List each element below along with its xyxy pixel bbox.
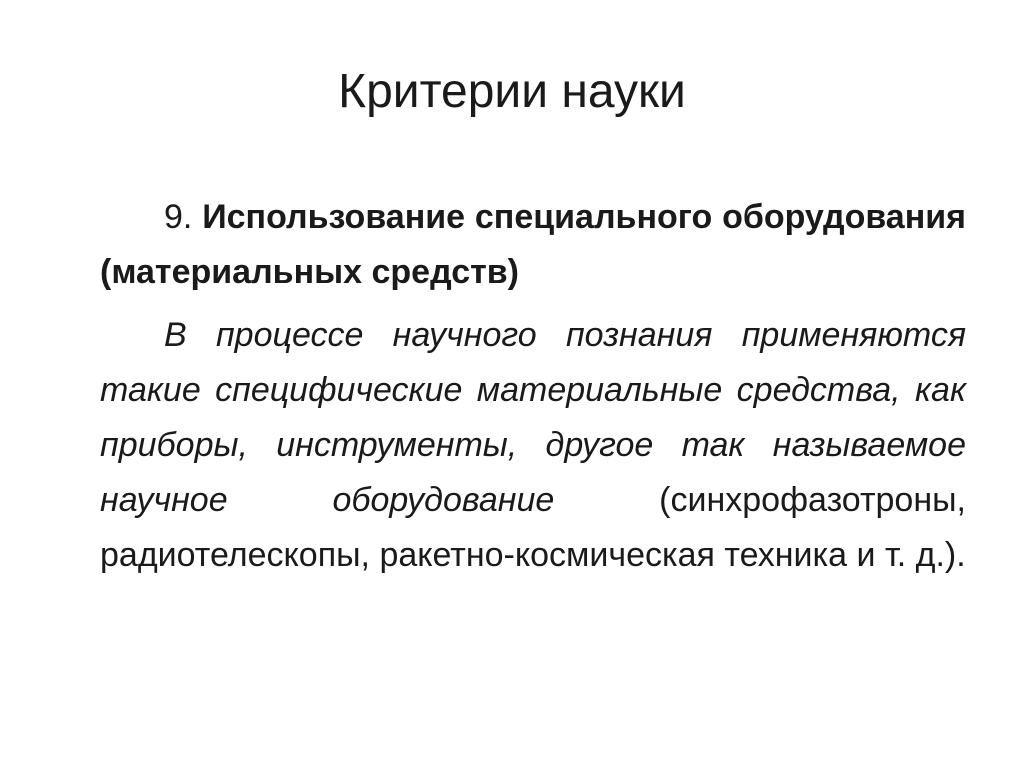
slide-title: Критерии науки xyxy=(338,65,686,118)
description-examples: (синхрофазотроны, радиотелескопы, ракетно-космическая техника и т. д.). xyxy=(100,481,966,574)
criterion-heading xyxy=(100,190,966,300)
criterion-title: Использование специального оборудования (материальных средств) xyxy=(100,198,966,291)
slide-body xyxy=(100,190,966,583)
criterion-description xyxy=(100,308,966,583)
criterion-number: 9. xyxy=(164,198,193,236)
description-italic: В процессе научного познания применяются такие специфические материальные средства, как приборы, инструменты, другое так называемое научное оборудование xyxy=(100,316,966,519)
